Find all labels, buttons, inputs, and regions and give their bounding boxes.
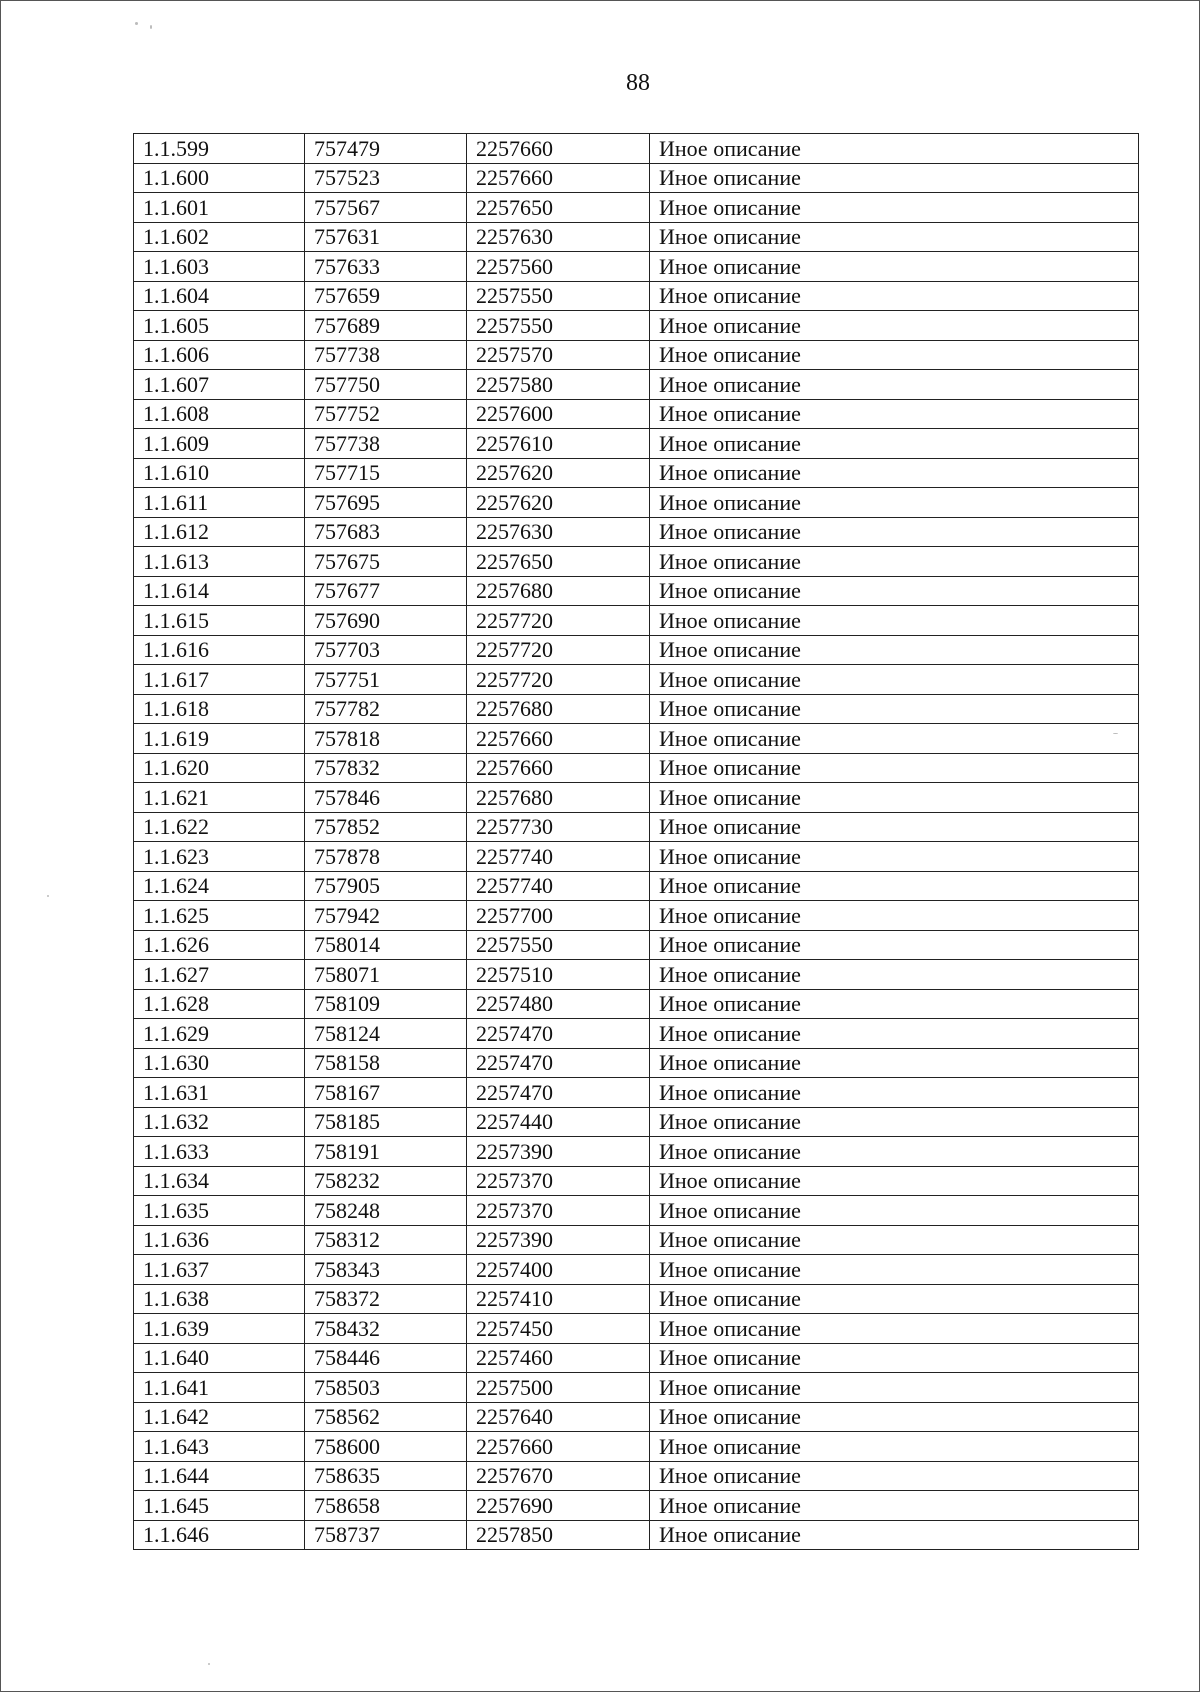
y-coordinate-cell: 2257630: [467, 222, 650, 252]
description-cell: Иное описание: [650, 1196, 1139, 1226]
table-row: [134, 576, 1139, 606]
description-cell: Иное описание: [650, 399, 1139, 429]
item-number-cell: 1.1.623: [134, 842, 305, 872]
y-coordinate-cell: 2257700: [467, 901, 650, 931]
x-coordinate-cell: 757942: [305, 901, 467, 931]
item-number-cell: 1.1.600: [134, 163, 305, 193]
description-cell: Иное описание: [650, 1432, 1139, 1462]
item-number-cell: 1.1.637: [134, 1255, 305, 1285]
x-coordinate-cell: 757695: [305, 488, 467, 518]
x-coordinate-cell: 758232: [305, 1166, 467, 1196]
table-row: [134, 901, 1139, 931]
table-row: [134, 163, 1139, 193]
y-coordinate-cell: 2257680: [467, 783, 650, 813]
x-coordinate-cell: 757675: [305, 547, 467, 577]
x-coordinate-cell: 757846: [305, 783, 467, 813]
x-coordinate-cell: 758167: [305, 1078, 467, 1108]
table-row: [134, 1314, 1139, 1344]
description-cell: Иное описание: [650, 1166, 1139, 1196]
table-row: [134, 1520, 1139, 1550]
table-row: [134, 812, 1139, 842]
table-row: [134, 281, 1139, 311]
x-coordinate-cell: 757818: [305, 724, 467, 754]
item-number-cell: 1.1.602: [134, 222, 305, 252]
item-number-cell: 1.1.638: [134, 1284, 305, 1314]
item-number-cell: 1.1.636: [134, 1225, 305, 1255]
table-row: [134, 134, 1139, 164]
table-row: [134, 1166, 1139, 1196]
item-number-cell: 1.1.619: [134, 724, 305, 754]
description-cell: Иное описание: [650, 960, 1139, 990]
item-number-cell: 1.1.603: [134, 252, 305, 282]
description-cell: Иное описание: [650, 1225, 1139, 1255]
description-cell: Иное описание: [650, 1402, 1139, 1432]
y-coordinate-cell: 2257650: [467, 193, 650, 223]
item-number-cell: 1.1.641: [134, 1373, 305, 1403]
description-cell: Иное описание: [650, 606, 1139, 636]
x-coordinate-cell: 757689: [305, 311, 467, 341]
table-row: [134, 1343, 1139, 1373]
description-cell: Иное описание: [650, 1373, 1139, 1403]
table-row: [134, 783, 1139, 813]
x-coordinate-cell: 757631: [305, 222, 467, 252]
description-cell: Иное описание: [650, 989, 1139, 1019]
description-cell: Иное описание: [650, 311, 1139, 341]
y-coordinate-cell: 2257610: [467, 429, 650, 459]
table-row: [134, 429, 1139, 459]
x-coordinate-cell: 758446: [305, 1343, 467, 1373]
item-number-cell: 1.1.624: [134, 871, 305, 901]
x-coordinate-cell: 757690: [305, 606, 467, 636]
description-cell: Иное описание: [650, 1019, 1139, 1049]
item-number-cell: 1.1.621: [134, 783, 305, 813]
x-coordinate-cell: 757479: [305, 134, 467, 164]
y-coordinate-cell: 2257370: [467, 1196, 650, 1226]
table-row: [134, 960, 1139, 990]
description-cell: Иное описание: [650, 665, 1139, 695]
y-coordinate-cell: 2257600: [467, 399, 650, 429]
x-coordinate-cell: 757878: [305, 842, 467, 872]
x-coordinate-cell: 757751: [305, 665, 467, 695]
y-coordinate-cell: 2257720: [467, 606, 650, 636]
x-coordinate-cell: 757633: [305, 252, 467, 282]
item-number-cell: 1.1.626: [134, 930, 305, 960]
y-coordinate-cell: 2257740: [467, 842, 650, 872]
x-coordinate-cell: 758372: [305, 1284, 467, 1314]
table-row: [134, 1196, 1139, 1226]
description-cell: Иное описание: [650, 1491, 1139, 1521]
x-coordinate-cell: 758124: [305, 1019, 467, 1049]
item-number-cell: 1.1.620: [134, 753, 305, 783]
description-cell: Иное описание: [650, 517, 1139, 547]
item-number-cell: 1.1.601: [134, 193, 305, 223]
y-coordinate-cell: 2257400: [467, 1255, 650, 1285]
item-number-cell: 1.1.608: [134, 399, 305, 429]
x-coordinate-cell: 758191: [305, 1137, 467, 1167]
y-coordinate-cell: 2257720: [467, 665, 650, 695]
description-cell: Иное описание: [650, 193, 1139, 223]
description-cell: Иное описание: [650, 281, 1139, 311]
table-row: [134, 1048, 1139, 1078]
table-row: [134, 1107, 1139, 1137]
description-cell: Иное описание: [650, 871, 1139, 901]
table-row: [134, 724, 1139, 754]
table-row: [134, 340, 1139, 370]
table-row: [134, 1373, 1139, 1403]
x-coordinate-cell: 758071: [305, 960, 467, 990]
description-cell: Иное описание: [650, 1343, 1139, 1373]
item-number-cell: 1.1.614: [134, 576, 305, 606]
description-cell: Иное описание: [650, 901, 1139, 931]
table-row: [134, 311, 1139, 341]
y-coordinate-cell: 2257730: [467, 812, 650, 842]
y-coordinate-cell: 2257620: [467, 488, 650, 518]
table-row: [134, 665, 1139, 695]
table-row: [134, 606, 1139, 636]
y-coordinate-cell: 2257660: [467, 134, 650, 164]
item-number-cell: 1.1.627: [134, 960, 305, 990]
item-number-cell: 1.1.622: [134, 812, 305, 842]
description-cell: Иное описание: [650, 1520, 1139, 1550]
description-cell: Иное описание: [650, 724, 1139, 754]
table-row: [134, 458, 1139, 488]
item-number-cell: 1.1.605: [134, 311, 305, 341]
table-row: [134, 370, 1139, 400]
x-coordinate-cell: 757659: [305, 281, 467, 311]
y-coordinate-cell: 2257640: [467, 1402, 650, 1432]
description-cell: Иное описание: [650, 930, 1139, 960]
y-coordinate-cell: 2257660: [467, 1432, 650, 1462]
scan-speck: [208, 1663, 210, 1665]
table-row: [134, 753, 1139, 783]
item-number-cell: 1.1.639: [134, 1314, 305, 1344]
item-number-cell: 1.1.615: [134, 606, 305, 636]
table-row: [134, 694, 1139, 724]
item-number-cell: 1.1.645: [134, 1491, 305, 1521]
description-cell: Иное описание: [650, 1314, 1139, 1344]
scan-speck: [135, 22, 138, 25]
description-cell: Иное описание: [650, 488, 1139, 518]
table-row: [134, 1402, 1139, 1432]
x-coordinate-cell: 757567: [305, 193, 467, 223]
description-cell: Иное описание: [650, 1284, 1139, 1314]
scan-speck: [47, 895, 49, 897]
table-row: [134, 222, 1139, 252]
table-row: [134, 1461, 1139, 1491]
x-coordinate-cell: 758248: [305, 1196, 467, 1226]
item-number-cell: 1.1.616: [134, 635, 305, 665]
item-number-cell: 1.1.604: [134, 281, 305, 311]
description-cell: Иное описание: [650, 694, 1139, 724]
description-cell: Иное описание: [650, 370, 1139, 400]
x-coordinate-cell: 758109: [305, 989, 467, 1019]
item-number-cell: 1.1.599: [134, 134, 305, 164]
description-cell: Иное описание: [650, 340, 1139, 370]
x-coordinate-cell: 757738: [305, 340, 467, 370]
y-coordinate-cell: 2257390: [467, 1225, 650, 1255]
item-number-cell: 1.1.635: [134, 1196, 305, 1226]
y-coordinate-cell: 2257680: [467, 576, 650, 606]
table-body: [134, 134, 1139, 1550]
description-cell: Иное описание: [650, 842, 1139, 872]
x-coordinate-cell: 757905: [305, 871, 467, 901]
scan-speck: [150, 25, 152, 29]
table-row: [134, 1491, 1139, 1521]
description-cell: Иное описание: [650, 635, 1139, 665]
x-coordinate-cell: 758312: [305, 1225, 467, 1255]
x-coordinate-cell: 757852: [305, 812, 467, 842]
description-cell: Иное описание: [650, 812, 1139, 842]
y-coordinate-cell: 2257550: [467, 281, 650, 311]
x-coordinate-cell: 758562: [305, 1402, 467, 1432]
item-number-cell: 1.1.609: [134, 429, 305, 459]
description-cell: Иное описание: [650, 576, 1139, 606]
coordinates-table: [133, 133, 1139, 1550]
item-number-cell: 1.1.631: [134, 1078, 305, 1108]
description-cell: Иное описание: [650, 429, 1139, 459]
x-coordinate-cell: 757523: [305, 163, 467, 193]
y-coordinate-cell: 2257740: [467, 871, 650, 901]
table-row: [134, 842, 1139, 872]
description-cell: Иное описание: [650, 1137, 1139, 1167]
y-coordinate-cell: 2257650: [467, 547, 650, 577]
description-cell: Иное описание: [650, 1048, 1139, 1078]
table-row: [134, 1284, 1139, 1314]
description-cell: Иное описание: [650, 134, 1139, 164]
table-row: [134, 517, 1139, 547]
x-coordinate-cell: 758737: [305, 1520, 467, 1550]
item-number-cell: 1.1.618: [134, 694, 305, 724]
table-row: [134, 930, 1139, 960]
item-number-cell: 1.1.628: [134, 989, 305, 1019]
y-coordinate-cell: 2257620: [467, 458, 650, 488]
x-coordinate-cell: 758185: [305, 1107, 467, 1137]
scan-speck: [1113, 733, 1118, 734]
table-row: [134, 1432, 1139, 1462]
item-number-cell: 1.1.607: [134, 370, 305, 400]
y-coordinate-cell: 2257680: [467, 694, 650, 724]
x-coordinate-cell: 758432: [305, 1314, 467, 1344]
y-coordinate-cell: 2257410: [467, 1284, 650, 1314]
item-number-cell: 1.1.646: [134, 1520, 305, 1550]
description-cell: Иное описание: [650, 458, 1139, 488]
y-coordinate-cell: 2257580: [467, 370, 650, 400]
y-coordinate-cell: 2257660: [467, 163, 650, 193]
item-number-cell: 1.1.642: [134, 1402, 305, 1432]
item-number-cell: 1.1.612: [134, 517, 305, 547]
table-row: [134, 871, 1139, 901]
y-coordinate-cell: 2257660: [467, 753, 650, 783]
y-coordinate-cell: 2257550: [467, 930, 650, 960]
y-coordinate-cell: 2257470: [467, 1019, 650, 1049]
item-number-cell: 1.1.629: [134, 1019, 305, 1049]
item-number-cell: 1.1.644: [134, 1461, 305, 1491]
table-row: [134, 989, 1139, 1019]
item-number-cell: 1.1.613: [134, 547, 305, 577]
y-coordinate-cell: 2257470: [467, 1078, 650, 1108]
x-coordinate-cell: 757683: [305, 517, 467, 547]
y-coordinate-cell: 2257470: [467, 1048, 650, 1078]
x-coordinate-cell: 758014: [305, 930, 467, 960]
table-row: [134, 1078, 1139, 1108]
description-cell: Иное описание: [650, 163, 1139, 193]
item-number-cell: 1.1.634: [134, 1166, 305, 1196]
x-coordinate-cell: 757782: [305, 694, 467, 724]
x-coordinate-cell: 757752: [305, 399, 467, 429]
x-coordinate-cell: 758503: [305, 1373, 467, 1403]
item-number-cell: 1.1.643: [134, 1432, 305, 1462]
y-coordinate-cell: 2257560: [467, 252, 650, 282]
description-cell: Иное описание: [650, 753, 1139, 783]
item-number-cell: 1.1.610: [134, 458, 305, 488]
table-row: [134, 488, 1139, 518]
item-number-cell: 1.1.611: [134, 488, 305, 518]
item-number-cell: 1.1.630: [134, 1048, 305, 1078]
y-coordinate-cell: 2257500: [467, 1373, 650, 1403]
item-number-cell: 1.1.633: [134, 1137, 305, 1167]
y-coordinate-cell: 2257570: [467, 340, 650, 370]
y-coordinate-cell: 2257660: [467, 724, 650, 754]
item-number-cell: 1.1.640: [134, 1343, 305, 1373]
table-row: [134, 1137, 1139, 1167]
x-coordinate-cell: 758343: [305, 1255, 467, 1285]
table-row: [134, 1019, 1139, 1049]
y-coordinate-cell: 2257850: [467, 1520, 650, 1550]
table-row: [134, 1225, 1139, 1255]
table-row: [134, 1255, 1139, 1285]
table-row: [134, 635, 1139, 665]
table-row: [134, 252, 1139, 282]
x-coordinate-cell: 758658: [305, 1491, 467, 1521]
y-coordinate-cell: 2257630: [467, 517, 650, 547]
item-number-cell: 1.1.606: [134, 340, 305, 370]
description-cell: Иное описание: [650, 252, 1139, 282]
x-coordinate-cell: 757750: [305, 370, 467, 400]
description-cell: Иное описание: [650, 1461, 1139, 1491]
table-row: [134, 399, 1139, 429]
y-coordinate-cell: 2257460: [467, 1343, 650, 1373]
x-coordinate-cell: 757832: [305, 753, 467, 783]
description-cell: Иное описание: [650, 222, 1139, 252]
x-coordinate-cell: 758158: [305, 1048, 467, 1078]
item-number-cell: 1.1.625: [134, 901, 305, 931]
page-number: 88: [626, 70, 650, 96]
item-number-cell: 1.1.617: [134, 665, 305, 695]
description-cell: Иное описание: [650, 547, 1139, 577]
description-cell: Иное описание: [650, 1078, 1139, 1108]
y-coordinate-cell: 2257550: [467, 311, 650, 341]
x-coordinate-cell: 757703: [305, 635, 467, 665]
x-coordinate-cell: 757677: [305, 576, 467, 606]
description-cell: Иное описание: [650, 1107, 1139, 1137]
y-coordinate-cell: 2257370: [467, 1166, 650, 1196]
y-coordinate-cell: 2257690: [467, 1491, 650, 1521]
x-coordinate-cell: 757738: [305, 429, 467, 459]
y-coordinate-cell: 2257450: [467, 1314, 650, 1344]
y-coordinate-cell: 2257440: [467, 1107, 650, 1137]
x-coordinate-cell: 758635: [305, 1461, 467, 1491]
table-row: [134, 547, 1139, 577]
table-row: [134, 193, 1139, 223]
x-coordinate-cell: 758600: [305, 1432, 467, 1462]
x-coordinate-cell: 757715: [305, 458, 467, 488]
description-cell: Иное описание: [650, 1255, 1139, 1285]
y-coordinate-cell: 2257390: [467, 1137, 650, 1167]
description-cell: Иное описание: [650, 783, 1139, 813]
y-coordinate-cell: 2257480: [467, 989, 650, 1019]
item-number-cell: 1.1.632: [134, 1107, 305, 1137]
y-coordinate-cell: 2257720: [467, 635, 650, 665]
y-coordinate-cell: 2257670: [467, 1461, 650, 1491]
y-coordinate-cell: 2257510: [467, 960, 650, 990]
